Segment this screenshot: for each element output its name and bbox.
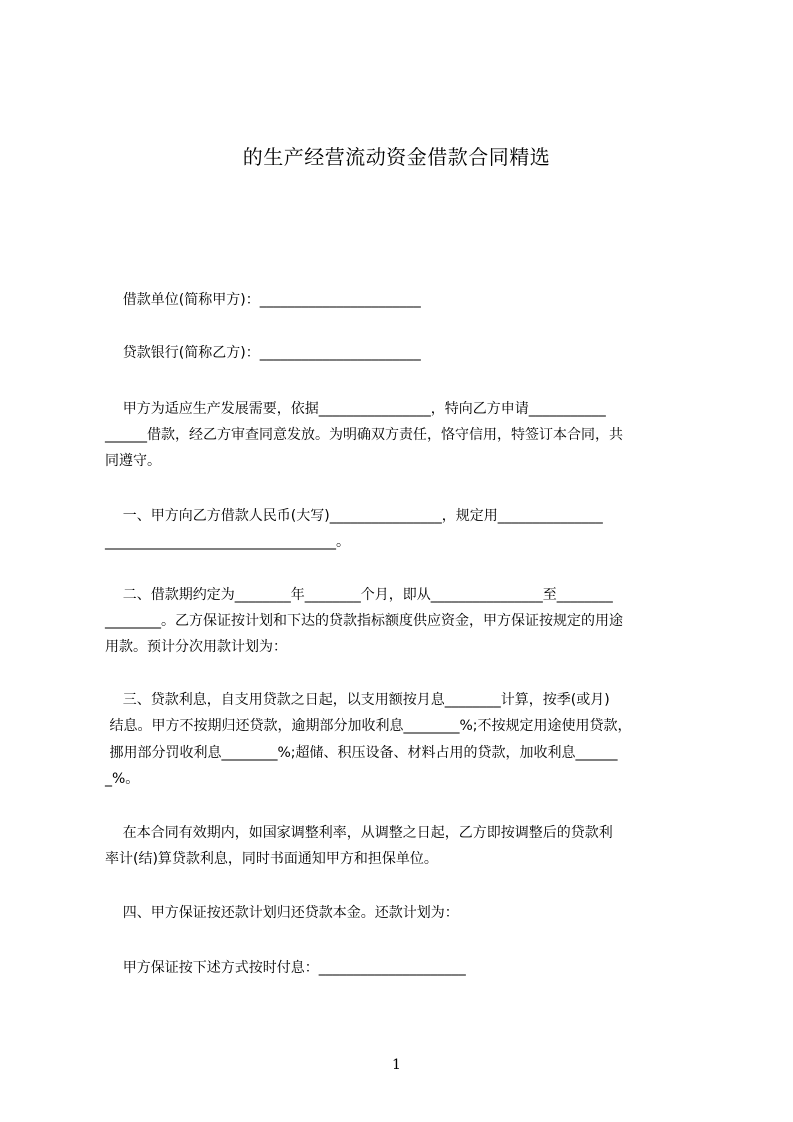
paragraph-6-line-1: 四、甲方保证按还款计划归还贷款本金。还款计划为： xyxy=(105,905,459,921)
paragraph-3-line-3: 用款。预计分次用款计划为： xyxy=(105,639,287,655)
page-title: 的生产经营流动资金借款合同精选 xyxy=(242,145,551,169)
paragraph-3-line-1: 二、借款期约定为________年________个月，即从________________至________ xyxy=(105,587,613,603)
lender-line: 贷款银行(简称乙方)：_______________________ xyxy=(105,345,421,361)
paragraph-1-line-2: ______借款，经乙方审查同意发放。为明确双方责任，恪守信用，特签订本合同，共 xyxy=(105,427,623,443)
paragraph-1-line-1: 甲方为适应生产发展需要，依据________________，特向乙方申请___________ xyxy=(105,401,606,417)
paragraph-7-line-1: 甲方保证按下述方式按时付息：_____________________ xyxy=(105,960,466,976)
paragraph-2-line-1: 一、甲方向乙方借款人民币(大写)________________，规定用_______________ xyxy=(105,508,603,524)
page-number: 1 xyxy=(392,1057,401,1073)
paragraph-4-line-3: 挪用部分罚收利息________%;超储、积压设备、材料占用的贷款，加收利息______ xyxy=(105,745,618,761)
paragraph-2-line-2: _________________________________。 xyxy=(105,534,350,550)
paragraph-5-line-1: 在本合同有效期内，如国家调整利率，从调整之日起，乙方即按调整后的贷款利 xyxy=(105,825,613,841)
paragraph-1-line-3: 同遵守。 xyxy=(105,453,161,469)
paragraph-5-line-2: 率计(结)算贷款利息，同时书面通知甲方和担保单位。 xyxy=(105,851,438,867)
paragraph-3-line-2: ________。乙方保证按计划和下达的贷款指标额度供应资金，甲方保证按规定的用途 xyxy=(105,613,623,629)
borrower-line: 借款单位(简称甲方)：_______________________ xyxy=(105,292,421,308)
paragraph-4-line-2: 结息。甲方不按期归还贷款，逾期部分加收利息________%;不按规定用途使用贷款， xyxy=(105,718,632,734)
paragraph-4-line-4: _%。 xyxy=(105,771,140,787)
paragraph-4-line-1: 三、贷款利息，自支用贷款之日起，以支用额按月息________计算，按季(或月) xyxy=(105,692,610,708)
